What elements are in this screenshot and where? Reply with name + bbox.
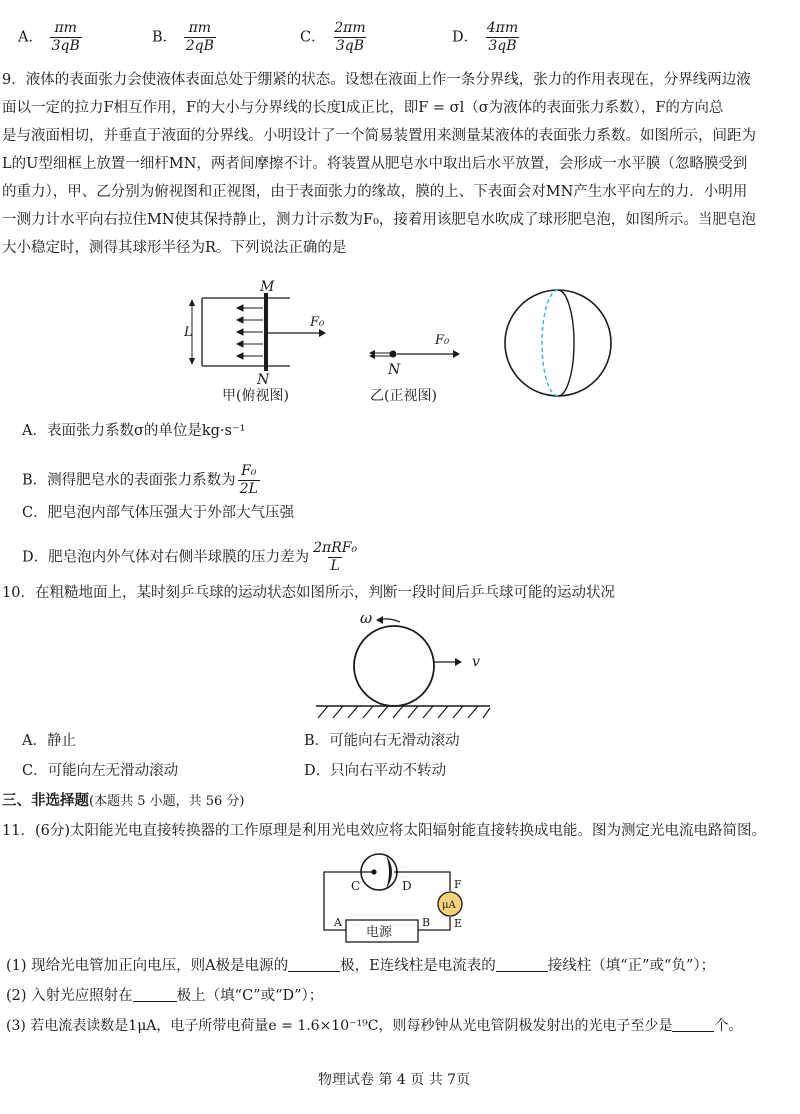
rod-cross-section	[390, 351, 397, 358]
answer-blank-1[interactable]	[288, 957, 340, 972]
bubble-front-arc	[558, 290, 574, 396]
label-m: M	[260, 279, 275, 295]
q10-option-c: C．可能向左无滑动滚动	[22, 763, 179, 779]
label-microammeter: μA	[442, 900, 456, 911]
q10-option-a: A．静止	[22, 733, 76, 749]
q9-option-d-fraction: $\frac{\text{2πRF₀}}{L}$	[313, 540, 358, 574]
q9-option-b-fraction: $\frac{\text{F₀}}{2L}$	[239, 463, 258, 497]
cathode-d	[386, 855, 392, 889]
q10-option-b: B．可能向右无滑动滚动	[304, 733, 460, 749]
rod-mn	[264, 293, 268, 371]
q9-option-d: D．肥皂泡内外气体对右侧半球膜的压力差为 $\frac{\text{2πRF₀}}{L}$	[22, 540, 358, 574]
f0-arrow-top-view	[268, 315, 326, 337]
surface-tension-arrows	[237, 305, 263, 359]
label-a: A	[334, 916, 342, 929]
label-omega: ω	[360, 609, 373, 627]
soap-bubble-figure	[498, 288, 618, 408]
q8-option-a: A． $\frac{\pi m}{3qB}$	[18, 20, 80, 54]
label-f0-top: F₀	[310, 315, 325, 330]
q9-option-c: C．肥皂泡内部气体压强大于外部大气压强	[22, 505, 295, 521]
q11-sub2: (2) 入射光应照射在 极上（填“C”或“D”）；	[6, 988, 324, 1004]
section-3-heading: 三、非选择题(本题共 5 小题，共 56 分)	[2, 792, 245, 809]
label-power-source: 电源	[366, 925, 393, 940]
bubble-hidden-arc	[542, 290, 558, 396]
label-e: E	[454, 917, 463, 930]
q9-option-b: B．测得肥皂水的表面张力系数为 $\frac{\text{F₀}}{2L}$	[22, 463, 258, 497]
label-l: L	[184, 325, 193, 340]
label-n-front: N	[388, 362, 401, 378]
ping-pong-ball	[354, 626, 434, 706]
l-dimension	[183, 299, 195, 365]
label-f0-front: F₀	[435, 333, 450, 348]
q10-figure	[310, 606, 495, 724]
q11-circuit-figure	[314, 846, 474, 950]
label-f: F	[454, 878, 462, 891]
q8-option-c: C． $\frac{2\pi m}{3qB}$	[300, 20, 366, 54]
bubble-outline	[505, 290, 611, 396]
q11-sub1: (1) 现给光电管加正向电压，则A极是电源的 极，E连线柱是电流表的 接线柱（填“正”或“负”）；	[6, 958, 716, 974]
q11-stem: 11．(6分)太阳能光电直接转换器的工作原理是利用光电效应将太阳辐射能直接转换成电能。图为测定光电流电路简图。	[2, 823, 766, 839]
answer-blank-2[interactable]	[496, 957, 548, 972]
caption-yi: 乙(正视图)	[370, 388, 437, 404]
q8-option-d-fraction: $\frac{4\pi m}{3qB}$	[486, 20, 519, 54]
q9-stem-line-3: 是与液面相切，并垂直于液面的分界线。小明设计了一个简易装置用来测量某液体的表面张力系数。如图所示，间距为	[2, 128, 756, 144]
label-c: C	[351, 879, 361, 893]
label-n: N	[257, 372, 270, 388]
q8-option-c-fraction: $\frac{2\pi m}{3qB}$	[334, 20, 366, 54]
q10-stem: 10．在粗糙地面上，某时刻乒乓球的运动状态如图所示，判断一段时间后乒乓球可能的运动状况	[2, 585, 615, 601]
q10-option-d: D．只向右平动不转动	[304, 763, 447, 779]
q8-option-b: B． $\frac{\pi m}{2qB}$	[152, 20, 214, 54]
q9-stem-line-7: 大小稳定时，测得其球形半径为R。下列说法正确的是	[2, 240, 347, 256]
q9-stem-line-1: 9．液体的表面张力会使液体表面总处于绷紧的状态。设想在液面上作一条分界线，张力的作用表现在，分界线两边液	[2, 72, 751, 88]
answer-blank-3[interactable]	[133, 987, 177, 1002]
q9-stem-line-4: L的U型细框上放置一细杆MN，两者间摩擦不计。将装置从肥皂水中取出后水平放置，会形成一水平膜（忽略膜受到	[2, 156, 748, 172]
q9-stem-line-5: 的重力），甲、乙分别为俯视图和正视图，由于表面张力的缘故，膜的上、下表面会对MN产生水平向左的力．小明用	[2, 184, 748, 200]
caption-jia: 甲(俯视图)	[222, 388, 289, 404]
q8-option-a-fraction: $\frac{\pi m}{3qB}$	[51, 20, 80, 54]
front-view	[369, 333, 460, 378]
label-d: D	[402, 879, 412, 893]
q9-option-a: A．表面张力系数σ的单位是kg·s⁻¹	[22, 423, 246, 439]
q9-stem-line-6: 一测力计水平向右拉住MN使其保持静止，测力计示数为F₀，接着用该肥皂水吹成了球形肥皂泡，如图所示。当肥皂泡	[2, 212, 756, 228]
q8-option-d: D． $\frac{4\pi m}{3qB}$	[452, 20, 519, 54]
q11-sub3: (3) 若电流表读数是1μA，电子所带电荷量e = 1.6×10⁻¹⁹C，则每秒钟从光电管阴极发射出的光电子至少是 个。	[6, 1018, 743, 1034]
q8-option-b-fraction: $\frac{\pi m}{2qB}$	[185, 20, 214, 54]
q9-stem-line-2: 面以一定的拉力F相互作用，F的大小与分界线的长度l成正比，即F = σl（σ为液体的表面张力系数），F的方向总	[2, 100, 724, 116]
page-footer: 物理试卷 第 4 页 共 7页	[318, 1072, 471, 1088]
label-v: v	[472, 654, 480, 670]
ground-hatching	[318, 706, 490, 718]
label-b: B	[422, 916, 431, 929]
answer-blank-4[interactable]	[672, 1017, 714, 1032]
